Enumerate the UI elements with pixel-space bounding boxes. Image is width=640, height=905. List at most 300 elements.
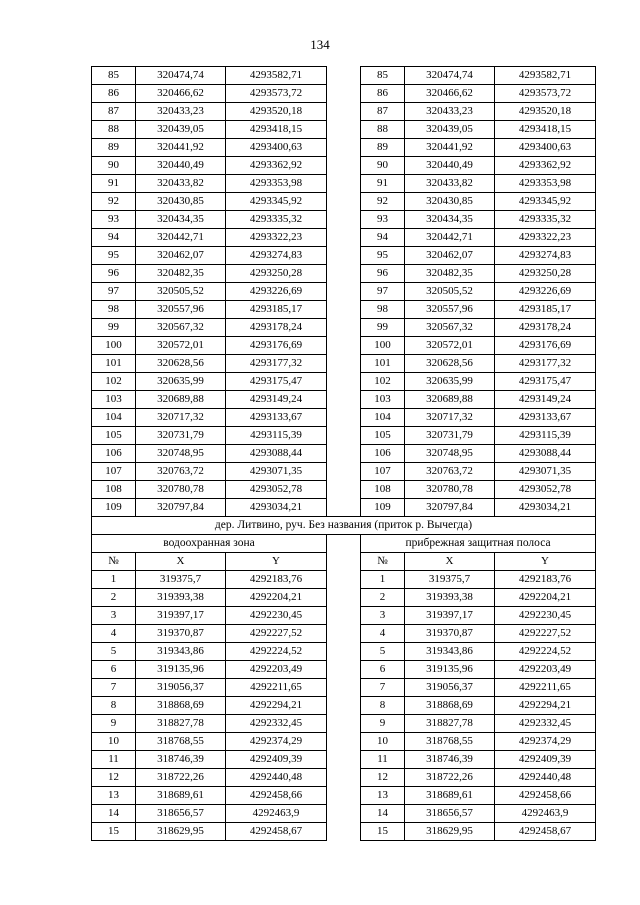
column-gap (327, 805, 361, 823)
table-row (92, 571, 596, 589)
left-point-number: 13 (92, 787, 136, 805)
right-point-number: 2 (361, 589, 405, 607)
right-point-number: 89 (361, 139, 405, 157)
right-point-number: 94 (361, 229, 405, 247)
left-x-coordinate: 319135,96 (136, 661, 226, 679)
column-gap (327, 121, 361, 139)
table-row (92, 661, 596, 679)
left-y-coordinate: 4293052,78 (226, 481, 327, 499)
left-point-number: 104 (92, 409, 136, 427)
right-y-coordinate: 4293071,35 (495, 463, 596, 481)
left-point-number: 15 (92, 823, 136, 841)
left-y-coordinate: 4293226,69 (226, 283, 327, 301)
table-row (92, 373, 596, 391)
column-gap (327, 733, 361, 751)
column-gap (327, 373, 361, 391)
right-x-coordinate: 319343,86 (405, 643, 495, 661)
table-row (92, 589, 596, 607)
right-y-coordinate: 4293335,32 (495, 211, 596, 229)
left-x-coordinate: 318689,61 (136, 787, 226, 805)
left-y-coordinate: 4293185,17 (226, 301, 327, 319)
left-y-coordinate: 4292203,49 (226, 661, 327, 679)
right-y-coordinate: 4293177,32 (495, 355, 596, 373)
table-row (92, 679, 596, 697)
right-point-number: 87 (361, 103, 405, 121)
column-gap (327, 85, 361, 103)
right-x-coordinate: 319135,96 (405, 661, 495, 679)
right-x-coordinate: 319397,17 (405, 607, 495, 625)
left-x-coordinate: 319370,87 (136, 625, 226, 643)
right-y-coordinate: 4293226,69 (495, 283, 596, 301)
right-x-coordinate: 320433,23 (405, 103, 495, 121)
right-y-coordinate: 4293052,78 (495, 481, 596, 499)
right-y-coordinate: 4293185,17 (495, 301, 596, 319)
table-row (92, 643, 596, 661)
right-point-number: 10 (361, 733, 405, 751)
right-point-number: 85 (361, 67, 405, 85)
left-point-number: 108 (92, 481, 136, 499)
left-point-number: 85 (92, 67, 136, 85)
right-y-coordinate: 4292409,39 (495, 751, 596, 769)
right-y-coordinate: 4292227,52 (495, 625, 596, 643)
right-y-coordinate: 4292211,65 (495, 679, 596, 697)
right-point-number: 7 (361, 679, 405, 697)
left-x-coordinate: 318868,69 (136, 697, 226, 715)
left-point-number: 9 (92, 715, 136, 733)
right-x-coordinate: 318656,57 (405, 805, 495, 823)
right-x-coordinate: 320557,96 (405, 301, 495, 319)
left-x-coordinate: 320557,96 (136, 301, 226, 319)
right-point-number: 100 (361, 337, 405, 355)
right-point-number: 8 (361, 697, 405, 715)
table-row (92, 787, 596, 805)
left-point-number: 106 (92, 445, 136, 463)
left-point-number: 107 (92, 463, 136, 481)
right-x-coordinate: 318689,61 (405, 787, 495, 805)
right-x-coordinate: 320572,01 (405, 337, 495, 355)
column-gap (327, 679, 361, 697)
right-y-coordinate: 4292332,45 (495, 715, 596, 733)
left-y-coordinate: 4293400,63 (226, 139, 327, 157)
left-point-number: 87 (92, 103, 136, 121)
column-gap (327, 553, 361, 571)
right-x-coordinate: 320482,35 (405, 265, 495, 283)
left-x-coordinate: 320505,52 (136, 283, 226, 301)
left-y-coordinate: 4292211,65 (226, 679, 327, 697)
table-row (92, 139, 596, 157)
left-x-coordinate: 320440,49 (136, 157, 226, 175)
right-point-number: 95 (361, 247, 405, 265)
column-gap (327, 355, 361, 373)
right-x-coordinate: 320430,85 (405, 193, 495, 211)
right-y-coordinate: 4292183,76 (495, 571, 596, 589)
table-row (92, 751, 596, 769)
left-x-coordinate: 320797,84 (136, 499, 226, 517)
right-point-number: 88 (361, 121, 405, 139)
table-row (92, 319, 596, 337)
left-point-number: 98 (92, 301, 136, 319)
column-gap (327, 247, 361, 265)
left-point-number: 4 (92, 625, 136, 643)
right-point-number: 14 (361, 805, 405, 823)
table-row (92, 211, 596, 229)
right-y-coordinate: 4293353,98 (495, 175, 596, 193)
column-gap (327, 535, 361, 553)
left-point-number: 89 (92, 139, 136, 157)
left-x-coordinate: 319056,37 (136, 679, 226, 697)
right-x-coordinate: 319375,7 (405, 571, 495, 589)
right-y-coordinate: 4293400,63 (495, 139, 596, 157)
column-gap (327, 337, 361, 355)
left-x-coordinate: 320717,32 (136, 409, 226, 427)
right-y-coordinate: 4293362,92 (495, 157, 596, 175)
left-x-coordinate: 320780,78 (136, 481, 226, 499)
right-x-coordinate: 320441,92 (405, 139, 495, 157)
left-y-coordinate: 4293034,21 (226, 499, 327, 517)
left-point-number: 97 (92, 283, 136, 301)
table-row (92, 121, 596, 139)
right-x-coordinate: 320442,71 (405, 229, 495, 247)
table-row (92, 85, 596, 103)
left-point-number: 10 (92, 733, 136, 751)
right-point-number: 93 (361, 211, 405, 229)
column-gap (327, 445, 361, 463)
right-point-number: 105 (361, 427, 405, 445)
left-point-number: 102 (92, 373, 136, 391)
right-point-number: 106 (361, 445, 405, 463)
left-y-coordinate: 4292374,29 (226, 733, 327, 751)
left-y-coordinate: 4292440,48 (226, 769, 327, 787)
column-gap (327, 211, 361, 229)
left-point-number: 90 (92, 157, 136, 175)
upper-rows (92, 67, 596, 517)
right-y-coordinate: 4293088,44 (495, 445, 596, 463)
left-x-coordinate: 318768,55 (136, 733, 226, 751)
right-y-coordinate: 4292230,45 (495, 607, 596, 625)
left-point-number: 105 (92, 427, 136, 445)
left-point-number: 1 (92, 571, 136, 589)
column-gap (327, 265, 361, 283)
right-y-coordinate: 4293250,28 (495, 265, 596, 283)
left-y-coordinate: 4292458,66 (226, 787, 327, 805)
table-row (92, 229, 596, 247)
table-row (92, 283, 596, 301)
left-y-coordinate: 4293071,35 (226, 463, 327, 481)
right-point-number: 96 (361, 265, 405, 283)
left-x-coordinate: 318656,57 (136, 805, 226, 823)
left-x-coordinate: 319343,86 (136, 643, 226, 661)
left-x-coordinate: 319393,38 (136, 589, 226, 607)
left-point-number: 93 (92, 211, 136, 229)
left-point-number: 11 (92, 751, 136, 769)
table-row (92, 355, 596, 373)
left-num-header: № (92, 553, 136, 571)
right-y-coordinate: 4293115,39 (495, 427, 596, 445)
right-point-number: 109 (361, 499, 405, 517)
column-gap (327, 607, 361, 625)
right-y-coordinate: 4292294,21 (495, 697, 596, 715)
column-gap (327, 571, 361, 589)
left-x-coordinate: 320635,99 (136, 373, 226, 391)
left-x-coordinate: 320763,72 (136, 463, 226, 481)
table-row (92, 157, 596, 175)
left-x-coordinate: 320433,23 (136, 103, 226, 121)
right-point-number: 4 (361, 625, 405, 643)
column-gap (327, 427, 361, 445)
right-num-header: № (361, 553, 405, 571)
column-gap (327, 823, 361, 841)
left-y-coordinate: 4293418,15 (226, 121, 327, 139)
right-x-header: X (405, 553, 495, 571)
right-x-coordinate: 320689,88 (405, 391, 495, 409)
right-point-number: 11 (361, 751, 405, 769)
right-y-coordinate: 4292463,9 (495, 805, 596, 823)
right-y-coordinate: 4293175,47 (495, 373, 596, 391)
right-x-coordinate: 320440,49 (405, 157, 495, 175)
left-x-coordinate: 320439,05 (136, 121, 226, 139)
left-x-coordinate: 320474,74 (136, 67, 226, 85)
left-point-number: 86 (92, 85, 136, 103)
left-point-number: 2 (92, 589, 136, 607)
left-y-coordinate: 4293115,39 (226, 427, 327, 445)
right-point-number: 3 (361, 607, 405, 625)
column-gap (327, 787, 361, 805)
left-y-coordinate: 4292409,39 (226, 751, 327, 769)
right-point-number: 86 (361, 85, 405, 103)
coordinates-table (91, 66, 596, 841)
left-x-coordinate: 320567,32 (136, 319, 226, 337)
right-x-coordinate: 318768,55 (405, 733, 495, 751)
right-x-coordinate: 320474,74 (405, 67, 495, 85)
left-y-coordinate: 4292458,67 (226, 823, 327, 841)
right-x-coordinate: 320567,32 (405, 319, 495, 337)
left-y-coordinate: 4293088,44 (226, 445, 327, 463)
left-point-number: 3 (92, 607, 136, 625)
column-gap (327, 301, 361, 319)
left-x-coordinate: 320466,62 (136, 85, 226, 103)
right-point-number: 90 (361, 157, 405, 175)
left-y-coordinate: 4292463,9 (226, 805, 327, 823)
table-row (92, 337, 596, 355)
table-row (92, 499, 596, 517)
left-y-coordinate: 4293353,98 (226, 175, 327, 193)
column-gap (327, 103, 361, 121)
right-y-coordinate: 4293176,69 (495, 337, 596, 355)
left-x-coordinate: 320628,56 (136, 355, 226, 373)
left-point-number: 103 (92, 391, 136, 409)
column-gap (327, 283, 361, 301)
right-point-number: 13 (361, 787, 405, 805)
table-row (92, 625, 596, 643)
right-point-number: 108 (361, 481, 405, 499)
right-x-coordinate: 320433,82 (405, 175, 495, 193)
right-x-coordinate: 320717,32 (405, 409, 495, 427)
column-gap (327, 175, 361, 193)
right-y-coordinate: 4293322,23 (495, 229, 596, 247)
left-y-coordinate: 4293573,72 (226, 85, 327, 103)
right-point-number: 97 (361, 283, 405, 301)
right-y-coordinate: 4292203,49 (495, 661, 596, 679)
left-x-coordinate: 318746,39 (136, 751, 226, 769)
right-point-number: 15 (361, 823, 405, 841)
right-y-coordinate: 4293274,83 (495, 247, 596, 265)
left-y-coordinate: 4292294,21 (226, 697, 327, 715)
right-point-number: 98 (361, 301, 405, 319)
left-y-coordinate: 4293178,24 (226, 319, 327, 337)
table-row (92, 103, 596, 121)
column-gap (327, 499, 361, 517)
right-x-coordinate: 318868,69 (405, 697, 495, 715)
column-gap (327, 661, 361, 679)
table-row (92, 805, 596, 823)
left-x-coordinate: 318827,78 (136, 715, 226, 733)
column-gap (327, 139, 361, 157)
left-x-coordinate: 320572,01 (136, 337, 226, 355)
left-y-coordinate: 4292332,45 (226, 715, 327, 733)
right-point-number: 102 (361, 373, 405, 391)
table-row (92, 409, 596, 427)
left-y-coordinate: 4293149,24 (226, 391, 327, 409)
right-y-coordinate: 4292224,52 (495, 643, 596, 661)
right-point-number: 12 (361, 769, 405, 787)
right-x-coordinate: 320763,72 (405, 463, 495, 481)
left-x-coordinate: 318629,95 (136, 823, 226, 841)
right-y-header: Y (495, 553, 596, 571)
left-x-coordinate: 320441,92 (136, 139, 226, 157)
table-row (92, 769, 596, 787)
left-x-coordinate: 320748,95 (136, 445, 226, 463)
column-gap (327, 463, 361, 481)
table-row (92, 175, 596, 193)
left-x-coordinate: 319375,7 (136, 571, 226, 589)
left-y-header: Y (226, 553, 327, 571)
right-x-coordinate: 320797,84 (405, 499, 495, 517)
right-x-coordinate: 320731,79 (405, 427, 495, 445)
right-point-number: 5 (361, 643, 405, 661)
right-x-coordinate: 319370,87 (405, 625, 495, 643)
right-x-coordinate: 320628,56 (405, 355, 495, 373)
left-y-coordinate: 4293177,32 (226, 355, 327, 373)
left-x-coordinate: 320462,07 (136, 247, 226, 265)
left-x-coordinate: 320731,79 (136, 427, 226, 445)
left-y-coordinate: 4293335,32 (226, 211, 327, 229)
column-gap (327, 643, 361, 661)
left-y-coordinate: 4292230,45 (226, 607, 327, 625)
left-y-coordinate: 4292227,52 (226, 625, 327, 643)
left-y-coordinate: 4293345,92 (226, 193, 327, 211)
right-x-coordinate: 318629,95 (405, 823, 495, 841)
left-x-coordinate: 320689,88 (136, 391, 226, 409)
left-point-number: 92 (92, 193, 136, 211)
left-y-coordinate: 4293133,67 (226, 409, 327, 427)
table-row (92, 247, 596, 265)
right-y-coordinate: 4293418,15 (495, 121, 596, 139)
table-row (92, 823, 596, 841)
right-y-coordinate: 4292440,48 (495, 769, 596, 787)
right-x-coordinate: 320780,78 (405, 481, 495, 499)
right-x-coordinate: 320505,52 (405, 283, 495, 301)
left-point-number: 7 (92, 679, 136, 697)
table-row (92, 733, 596, 751)
right-x-coordinate: 320439,05 (405, 121, 495, 139)
right-y-coordinate: 4293582,71 (495, 67, 596, 85)
table-row (92, 265, 596, 283)
right-point-number: 91 (361, 175, 405, 193)
left-point-number: 8 (92, 697, 136, 715)
left-point-number: 100 (92, 337, 136, 355)
left-point-number: 101 (92, 355, 136, 373)
column-gap (327, 229, 361, 247)
column-gap (327, 193, 361, 211)
left-x-coordinate: 320434,35 (136, 211, 226, 229)
left-x-coordinate: 320482,35 (136, 265, 226, 283)
column-gap (327, 481, 361, 499)
left-point-number: 6 (92, 661, 136, 679)
right-x-coordinate: 320434,35 (405, 211, 495, 229)
left-y-coordinate: 4293274,83 (226, 247, 327, 265)
left-y-coordinate: 4292183,76 (226, 571, 327, 589)
table-row (92, 193, 596, 211)
right-y-coordinate: 4292458,66 (495, 787, 596, 805)
right-x-coordinate: 320466,62 (405, 85, 495, 103)
right-point-number: 6 (361, 661, 405, 679)
right-x-coordinate: 320748,95 (405, 445, 495, 463)
right-x-coordinate: 320635,99 (405, 373, 495, 391)
left-x-coordinate: 319397,17 (136, 607, 226, 625)
column-gap (327, 589, 361, 607)
left-y-coordinate: 4292204,21 (226, 589, 327, 607)
left-y-coordinate: 4293176,69 (226, 337, 327, 355)
table-row (92, 301, 596, 319)
lower-rows (92, 571, 596, 841)
right-y-coordinate: 4292204,21 (495, 589, 596, 607)
right-x-coordinate: 318827,78 (405, 715, 495, 733)
right-zone-title: прибрежная защитная полоса (361, 535, 596, 553)
right-y-coordinate: 4293034,21 (495, 499, 596, 517)
table-row (92, 463, 596, 481)
left-zone-title: водоохранная зона (92, 535, 327, 553)
left-point-number: 99 (92, 319, 136, 337)
right-y-coordinate: 4292458,67 (495, 823, 596, 841)
left-y-coordinate: 4292224,52 (226, 643, 327, 661)
right-x-coordinate: 318722,26 (405, 769, 495, 787)
left-point-number: 5 (92, 643, 136, 661)
right-y-coordinate: 4293133,67 (495, 409, 596, 427)
column-gap (327, 769, 361, 787)
column-gap (327, 319, 361, 337)
right-y-coordinate: 4292374,29 (495, 733, 596, 751)
right-y-coordinate: 4293345,92 (495, 193, 596, 211)
right-x-coordinate: 319393,38 (405, 589, 495, 607)
column-gap (327, 751, 361, 769)
table-row (92, 481, 596, 499)
column-gap (327, 67, 361, 85)
left-point-number: 109 (92, 499, 136, 517)
table-row (92, 391, 596, 409)
right-point-number: 9 (361, 715, 405, 733)
table-row (92, 445, 596, 463)
right-x-coordinate: 320462,07 (405, 247, 495, 265)
left-y-coordinate: 4293322,23 (226, 229, 327, 247)
table-row (92, 715, 596, 733)
left-point-number: 96 (92, 265, 136, 283)
right-point-number: 103 (361, 391, 405, 409)
right-point-number: 104 (361, 409, 405, 427)
right-point-number: 99 (361, 319, 405, 337)
table-row (92, 607, 596, 625)
right-x-coordinate: 319056,37 (405, 679, 495, 697)
column-gap (327, 715, 361, 733)
